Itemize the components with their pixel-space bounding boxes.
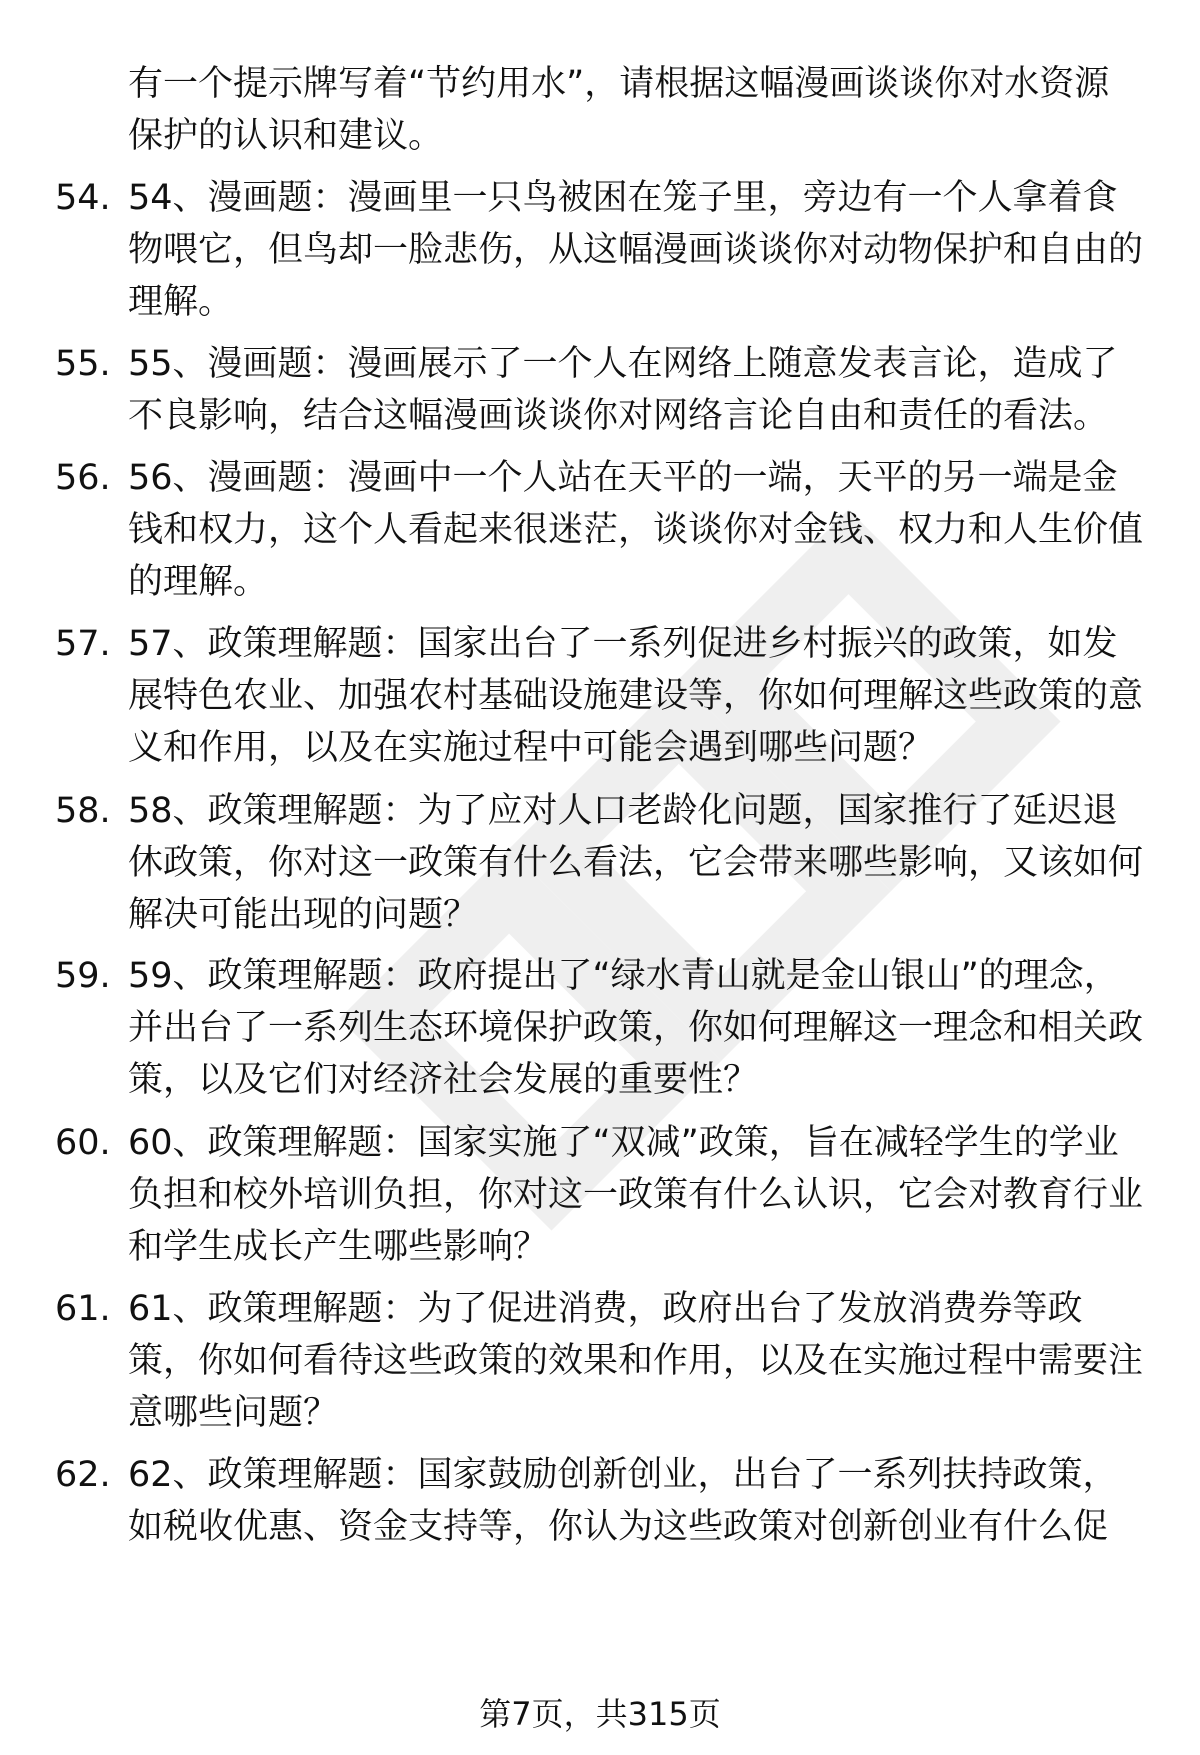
question-number: 57.	[55, 624, 111, 664]
question-text: 59、政策理解题：政府提出了“绿水青山就是金山银山”的理念，并出台了一系列生态环境保护政策，你如何理解这一理念和相关政策，以及它们对经济社会发展的重要性？	[128, 956, 1144, 1100]
question-number: 61.	[55, 1289, 111, 1329]
question-number: 62.	[55, 1455, 111, 1495]
question-number: 60.	[55, 1123, 111, 1163]
question-number: 58.	[55, 791, 111, 831]
question-text: 55、漫画题：漫画展示了一个人在网络上随意发表言论，造成了不良影响，结合这幅漫画谈谈你对网络言论自由和责任的看法。	[128, 344, 1118, 436]
question-number: 54.	[55, 178, 111, 218]
intro-paragraph: 有一个提示牌写着“节约用水”，请根据这幅漫画谈谈你对水资源保护的认识和建议。	[128, 64, 1110, 156]
question-number: 59.	[55, 956, 111, 996]
question-text: 58、政策理解题：为了应对人口老龄化问题，国家推行了延迟退休政策，你对这一政策有什么看法，它会带来哪些影响，又该如何解决可能出现的问题？	[128, 791, 1144, 935]
question-text: 54、漫画题：漫画里一只鸟被困在笼子里，旁边有一个人拿着食物喂它，但鸟却一脸悲伤，从这幅漫画谈谈你对动物保护和自由的理解。	[128, 178, 1144, 322]
question-text: 57、政策理解题：国家出台了一系列促进乡村振兴的政策，如发展特色农业、加强农村基础设施建设等，你如何理解这些政策的意义和作用，以及在实施过程中可能会遇到哪些问题？	[128, 624, 1144, 768]
question-text: 56、漫画题：漫画中一个人站在天平的一端，天平的另一端是金钱和权力，这个人看起来很迷茫，谈谈你对金钱、权力和人生价值的理解。	[128, 458, 1144, 602]
question-number: 56.	[55, 458, 111, 498]
question-text: 62、政策理解题：国家鼓励创新创业，出台了一系列扶持政策，如税收优惠、资金支持等，你认为这些政策对创新创业有什么促	[128, 1455, 1118, 1547]
question-text: 61、政策理解题：为了促进消费，政府出台了发放消费券等政策，你如何看待这些政策的效果和作用，以及在实施过程中需要注意哪些问题？	[128, 1289, 1144, 1433]
question-text: 60、政策理解题：国家实施了“双减”政策，旨在减轻学生的学业负担和校外培训负担，你对这一政策有什么认识，它会对教育行业和学生成长产生哪些影响？	[128, 1123, 1144, 1267]
question-number: 55.	[55, 344, 111, 384]
page-footer: 第7页，共315页	[479, 1695, 721, 1733]
